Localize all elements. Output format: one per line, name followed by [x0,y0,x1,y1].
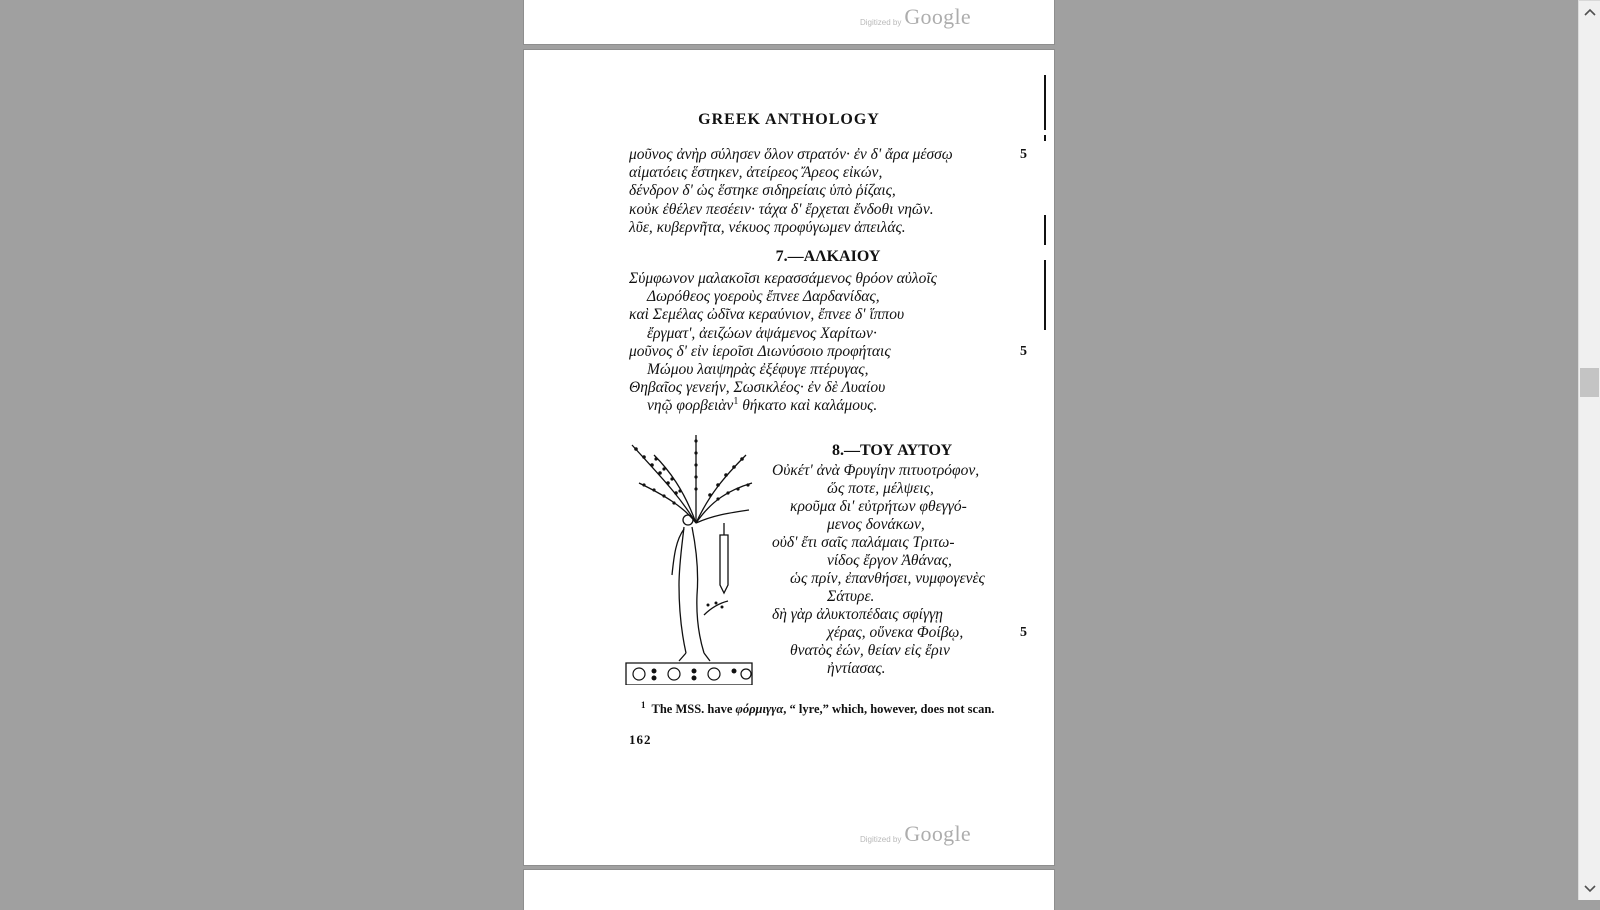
verse-text: νίδος ἔργον Ἀθάνας, [827,552,952,569]
verse-line [629,361,1027,379]
verse-line [629,270,1027,288]
verse-line [772,552,1027,570]
scroll-down-button[interactable] [1579,878,1600,900]
scrollbar-thumb[interactable] [1580,368,1599,397]
google-watermark: Digitized by Google [860,821,971,846]
verse-text: Δωρόθεος γοεροὺς ἔπνεε Δαρδανίδας, [647,288,880,306]
footnote-ref: 1 [733,396,739,408]
next-page [524,870,1054,910]
running-head: GREEK ANTHOLOGY [698,111,880,128]
verse-line [629,219,1027,237]
verse-text: νηῷ φορβειὰν [647,397,734,415]
verse-line [629,201,1027,219]
verse-text: Σάτυρε. [827,588,875,605]
verse-line [772,606,1027,624]
google-watermark: Digitized by Google [860,4,971,29]
verse-line [629,288,1027,306]
previous-page [524,0,1054,44]
verse-text: Οὐκέτ' ἀνὰ Φρυγίην πιτυοτρόφον, [772,462,980,479]
verse-text: καὶ Σεμέλας ὠδῖνα κεραύνιον, ἔπνεε δ' ἵππου [629,306,905,324]
verse-line [629,306,1027,324]
footnote: $^1$ The MSS. have φόρμιγγα, “ lyre,” which, however, does not scan. [641,700,995,717]
chevron-up-icon [1584,8,1596,16]
verse-text: μοῦνος ἀνὴρ σύλησεν ὅλον στρατόν· ἐν δ' ἄρα μέσσῳ [629,146,953,163]
verse-text: ὡς πρίν, ἐπανθήσει, νυμφογενὲς [790,570,985,587]
verse-line [772,588,1027,606]
verse-text: Μώμου λαιψηρὰς ἐξέφυγε πτέρυγας, [647,360,869,378]
verse-text: μενος δονάκων, [827,516,925,533]
line-number: 5 [1020,147,1027,162]
verse-text: μοῦνος δ' εἰν ἱεροῖσι Διωνύσοιο προφήταις [629,342,891,360]
verse-text: οὐδ' ἔτι σαῖς παλάμαις Τριτω- [772,534,955,551]
verse-text: λῦε, κυβερνῆτα, νέκυος προφύγωμεν ἀπειλάς. [629,218,906,236]
verse-line [772,462,1027,480]
poem-6-ending [629,146,1027,237]
line-number: 5 [1020,625,1027,640]
verse-text: ἔργματ', ἀειζώων ἁψάμενος Χαρίτων· [647,324,877,342]
verse-line [629,397,1027,415]
verse-line [772,498,1027,516]
verse-line [772,570,1027,588]
chevron-down-icon [1584,885,1596,893]
verse-line [772,534,1027,552]
verse-line [629,343,1027,361]
verse-text: Θηβαῖος γενεήν, Σωσικλέος· ἐν δὲ Λυαίου [629,379,886,397]
verse-line [772,480,1027,498]
book-page [524,50,1054,865]
verse-line [772,660,1027,678]
verse-line [772,624,1027,642]
verse-line [629,164,1027,182]
verse-text: δένδρον δ' ὡς ἕστηκε σιδηρείαις ὑπὸ ῥίζαις, [629,182,896,200]
verse-line [629,379,1027,397]
line-number: 5 [1020,343,1027,359]
verse-text: κροῦμα δι' εὐτρήτων φθεγγό- [790,498,967,515]
verse-line [772,516,1027,534]
verse-text: χέρας, οὕνεκα Φοίβῳ, [827,624,964,641]
verse-text: θήκατο καὶ καλάμους. [738,397,878,415]
verse-text: κοὐκ ἐθέλεν πεσέειν· τάχα δ' ἔρχεται ἔνδοθι νηῶν. [629,200,934,218]
verse-text: ὥς ποτε, μέλψεις, [827,480,934,497]
verse-text: Σύμφωνον μαλακοῖσι κερασσάμενος θρόον αὐλοῖς [629,270,937,287]
poem-title: 7.—ΑΛΚΑΙΟΥ [775,248,881,265]
verse-line [772,642,1027,660]
verse-line [629,325,1027,343]
verse-text: ἠντίασας. [827,660,886,677]
verse-text: θνατὸς ἐών, θείαν εἰς ἔριν [790,642,950,659]
satyr-tree-illustration [624,435,754,685]
verse-text: αἱματόεις ἕστηκεν, ἀτείρεος Ἄρεος εἰκών, [629,164,883,182]
scroll-up-button[interactable] [1579,0,1600,23]
verse-text: δὴ γὰρ ἀλυκτοπέδαις σφίγγῃ [772,606,943,623]
vertical-scrollbar[interactable] [1578,0,1600,900]
verse-line [629,182,1027,200]
verse-line [629,146,1027,164]
poem-title: 8.—ΤΟΥ ΑΥΤΟΥ [832,442,953,459]
page-number: 162 [629,732,652,747]
